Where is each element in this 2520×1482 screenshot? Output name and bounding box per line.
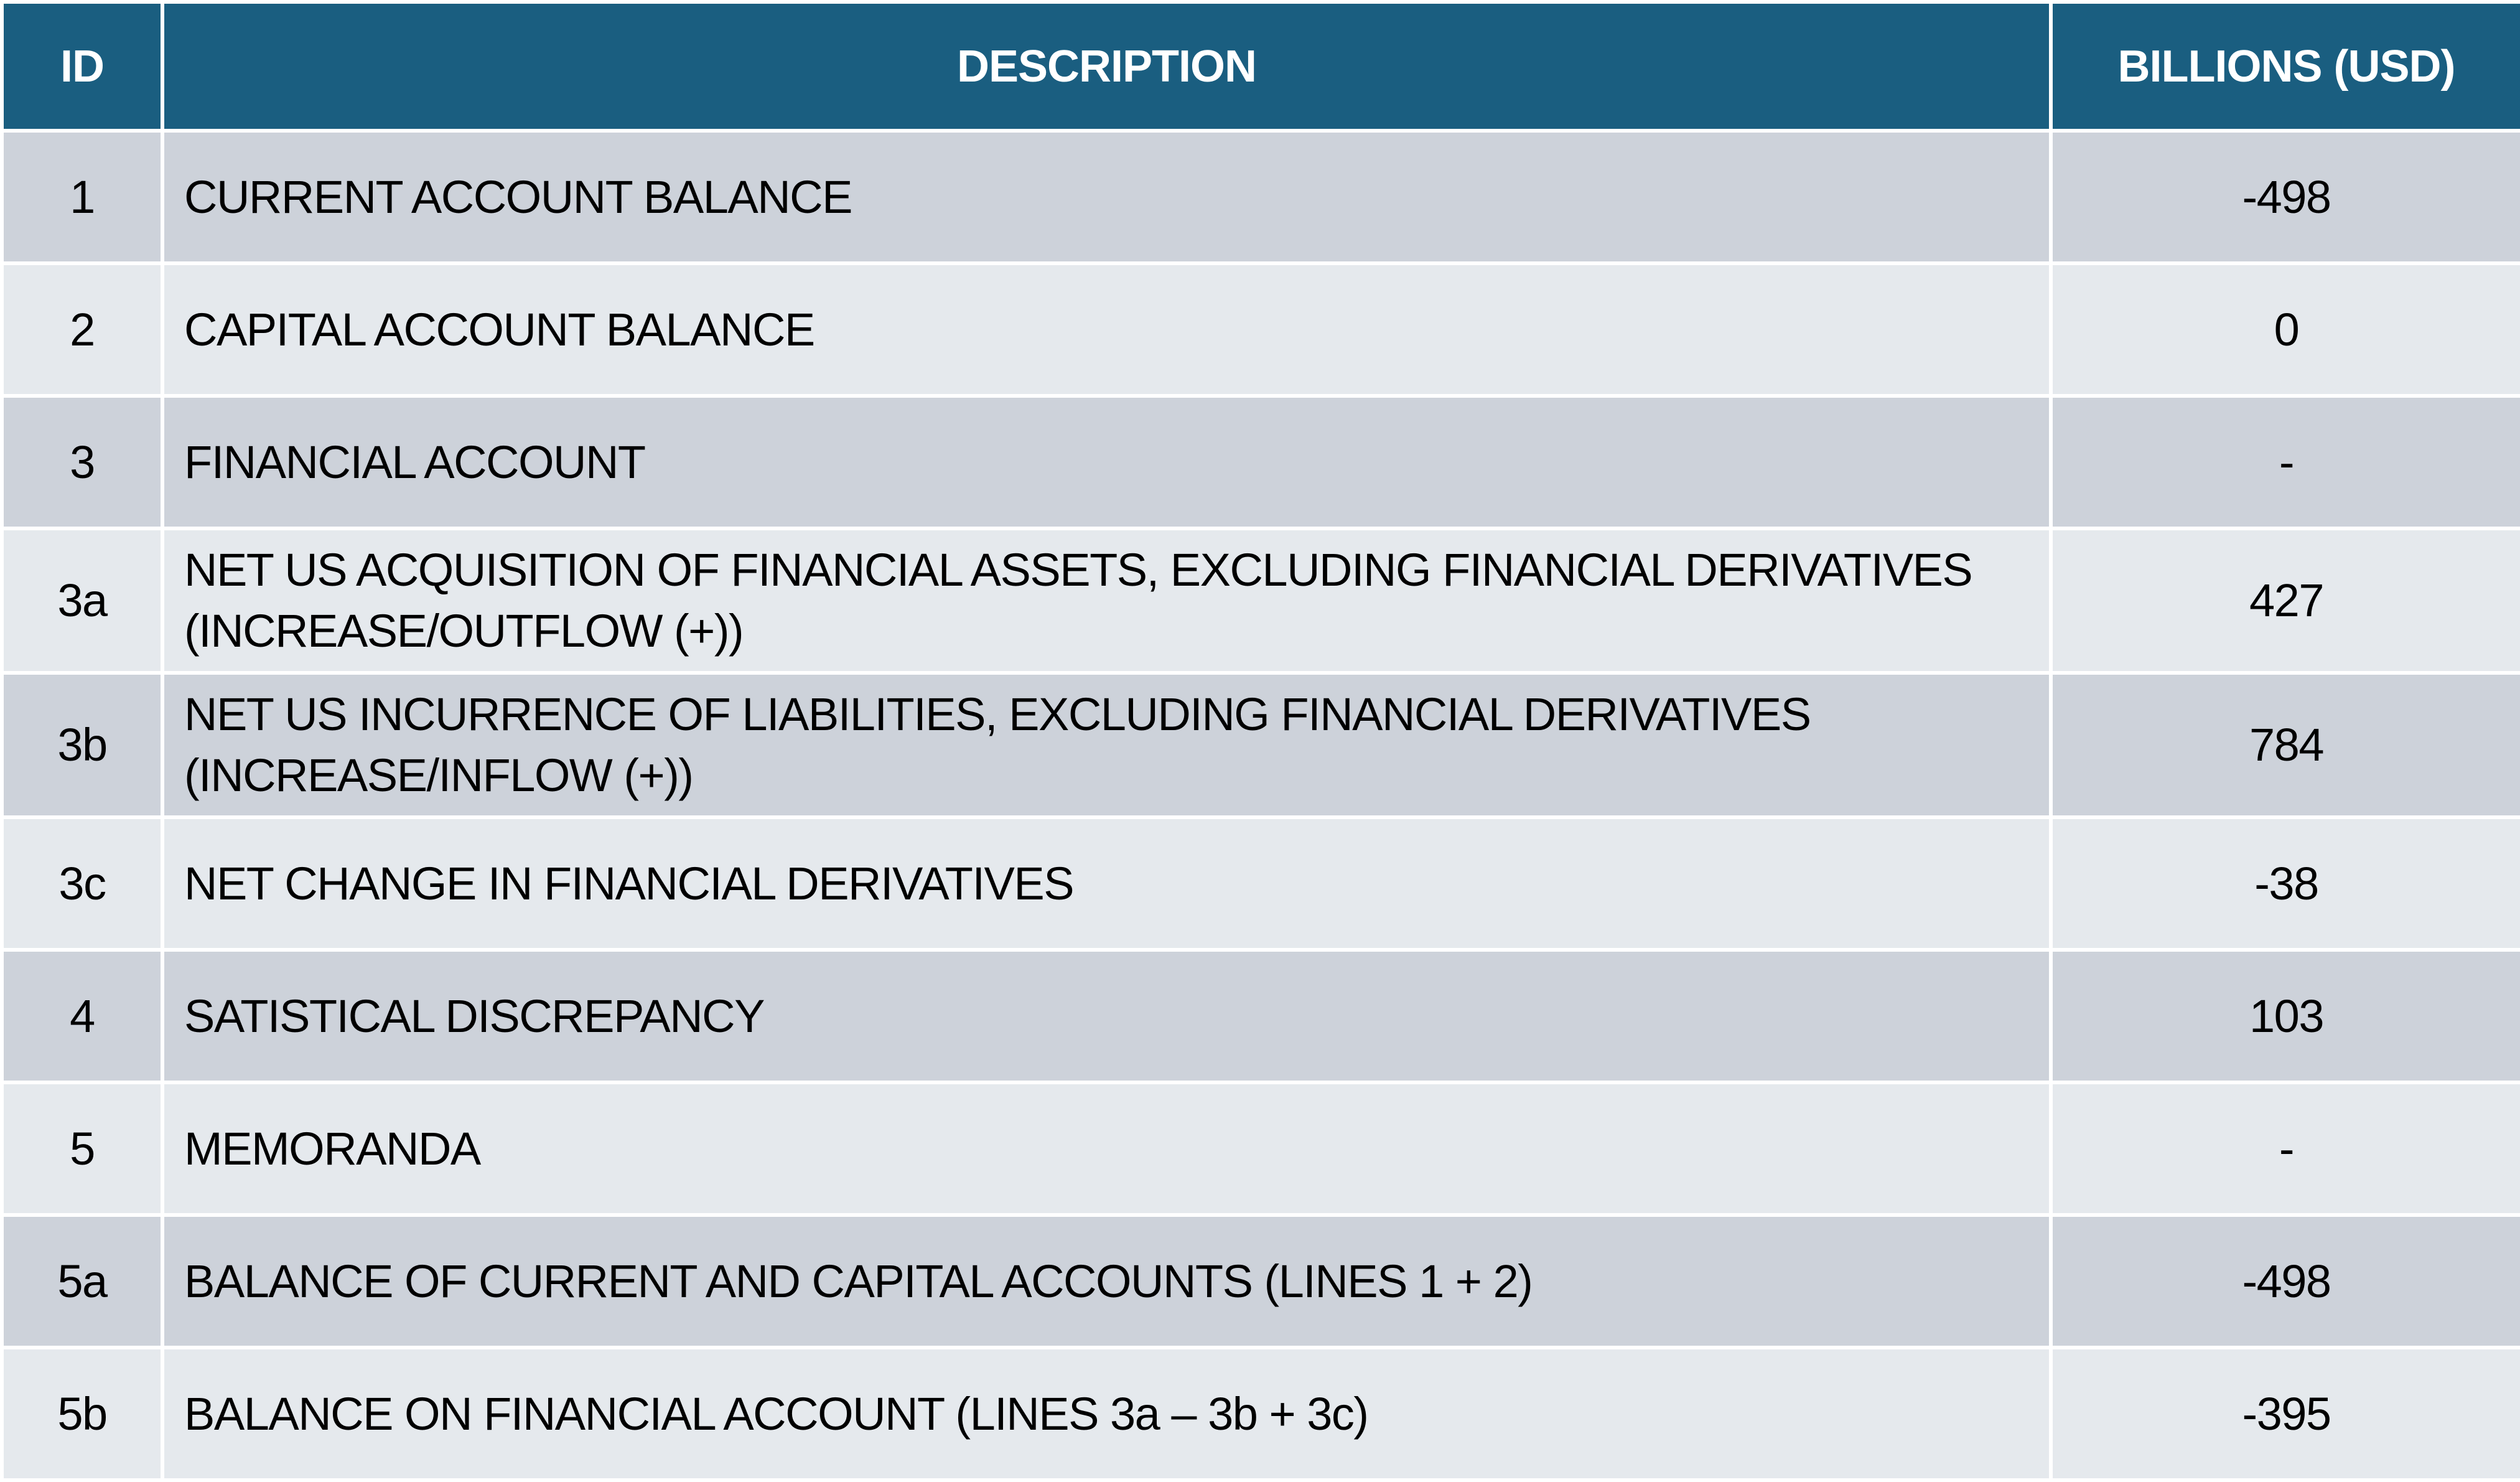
row-value: - [2051,1082,2520,1215]
row-description: CURRENT ACCOUNT BALANCE [162,131,2051,263]
row-value: -395 [2051,1348,2520,1480]
row-description: SATISTICAL DISCREPANCY [162,950,2051,1082]
row-id: 3 [2,396,162,528]
header-id: ID [2,2,162,131]
row-value: 103 [2051,950,2520,1082]
row-id: 3c [2,817,162,950]
row-id: 4 [2,950,162,1082]
row-value: - [2051,396,2520,528]
row-id: 5b [2,1348,162,1480]
table-row [2,396,2520,528]
row-description: MEMORANDA [162,1082,2051,1215]
table-body [2,131,2520,1480]
row-description: NET US INCURRENCE OF LIABILITIES, EXCLUDING FINANCIAL DERIVATIVES (INCREASE/INFLOW (+)) [162,673,2051,817]
table-row [2,263,2520,396]
row-description: CAPITAL ACCOUNT BALANCE [162,263,2051,396]
table-header [2,2,2520,131]
table-row [2,673,2520,817]
row-value: -38 [2051,817,2520,950]
row-id: 2 [2,263,162,396]
table-row [2,1348,2520,1480]
row-value: 784 [2051,673,2520,817]
header-value: BILLIONS (USD) [2051,2,2520,131]
row-id: 3a [2,528,162,673]
row-value: -498 [2051,131,2520,263]
row-description: BALANCE ON FINANCIAL ACCOUNT (LINES 3a – 3b + 3c) [162,1348,2051,1480]
row-description: NET US ACQUISITION OF FINANCIAL ASSETS, EXCLUDING FINANCIAL DERIVATIVES (INCREASE/OUTFLOW (+)) [162,528,2051,673]
header-row [2,2,2520,131]
table-row [2,528,2520,673]
table-row [2,131,2520,263]
row-id: 3b [2,673,162,817]
row-id: 1 [2,131,162,263]
table-row [2,1082,2520,1215]
row-description: NET CHANGE IN FINANCIAL DERIVATIVES [162,817,2051,950]
row-description: FINANCIAL ACCOUNT [162,396,2051,528]
row-id: 5a [2,1215,162,1348]
row-id: 5 [2,1082,162,1215]
table-row [2,950,2520,1082]
table-row [2,1215,2520,1348]
table-row [2,817,2520,950]
row-description: BALANCE OF CURRENT AND CAPITAL ACCOUNTS (LINES 1 + 2) [162,1215,2051,1348]
row-value: 427 [2051,528,2520,673]
row-value: 0 [2051,263,2520,396]
header-description: DESCRIPTION [162,2,2051,131]
row-value: -498 [2051,1215,2520,1348]
